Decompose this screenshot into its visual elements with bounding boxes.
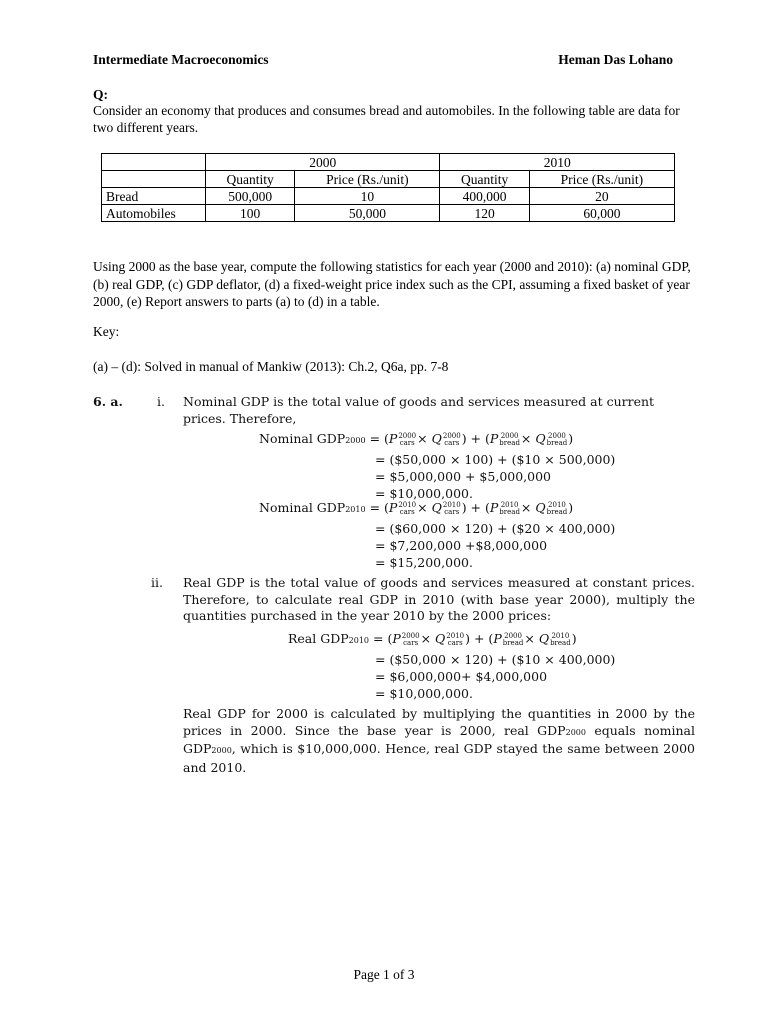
price-symbol: P	[489, 431, 499, 446]
table-row-label: Bread	[102, 188, 206, 205]
quantity-symbol: Q	[431, 431, 442, 446]
table-year-row	[102, 154, 675, 171]
table-year-header: 2000	[206, 154, 440, 171]
quantity-bread-2010: 2010 bread	[550, 631, 571, 647]
formula-plus: ) + (	[461, 500, 490, 515]
real-gdp-2010-formula	[288, 631, 577, 647]
nominal-2000-step3: = $10,000,000.	[375, 486, 473, 501]
course-title: Intermediate Macroeconomics	[93, 52, 269, 67]
solution-reference: (a) – (d): Solved in manual of Mankiw (2013): Ch.2, Q6a, pp. 7-8	[93, 359, 449, 374]
real-2010-step3: = $10,000,000.	[375, 686, 473, 701]
table-row	[102, 188, 675, 205]
table-row-label: Automobiles	[102, 205, 206, 222]
table-cell: 60,000	[529, 205, 674, 222]
nominal-2000-step1: = ($50,000 × 100) + ($10 × 500,000)	[375, 452, 616, 467]
quantity-cars-2000: 2000 cars	[442, 431, 461, 447]
table-cell: 100	[206, 205, 295, 222]
quantity-symbol: Q	[431, 500, 442, 515]
real-2010-step2: = $6,000,000+ $4,000,000	[375, 669, 548, 684]
price-bread-2000: 2000 bread	[502, 631, 524, 647]
times-symbol: ×	[524, 631, 535, 646]
formula-close: )	[571, 631, 577, 646]
table-empty-cell	[102, 171, 206, 188]
times-symbol: ×	[520, 500, 532, 515]
table-cell: 50,000	[295, 205, 440, 222]
table-column-header: Price (Rs./unit)	[295, 171, 440, 188]
question-label: Q:	[93, 87, 108, 102]
price-cars-2000: 2000 cars	[398, 431, 417, 447]
price-symbol: P	[392, 631, 401, 646]
author-name: Heman Das Lohano	[558, 52, 673, 67]
table-cell: 120	[440, 205, 529, 222]
price-symbol: P	[489, 500, 499, 515]
key-label: Key:	[93, 324, 120, 339]
times-symbol: ×	[420, 631, 432, 646]
table-cell: 400,000	[440, 188, 529, 205]
formula-subscript: 2010	[348, 636, 370, 645]
nominal-gdp-2000-formula	[259, 431, 573, 447]
table-year-header: 2010	[440, 154, 675, 171]
formula-label: Real GDP	[288, 631, 349, 646]
quantity-cars-2010: 2010 cars	[446, 631, 465, 647]
quantity-symbol: Q	[435, 631, 446, 646]
formula-label: Nominal GDP	[259, 500, 346, 515]
table-corner-cell	[102, 154, 206, 171]
real-2010-step1: = ($50,000 × 120) + ($10 × 400,000)	[375, 652, 616, 667]
quantity-bread-2010: 2010 bread	[546, 500, 568, 516]
table-cell: 500,000	[206, 188, 295, 205]
page-header	[93, 52, 673, 70]
question-text: Consider an economy that produces and consumes bread and automobiles. In the following table are data for two different years.	[93, 103, 680, 135]
price-cars-2000: 2000 cars	[401, 631, 420, 647]
table-column-header: Quantity	[440, 171, 529, 188]
times-symbol: ×	[417, 431, 428, 446]
data-table	[101, 153, 675, 222]
nominal-2000-step2: = $5,000,000 + $5,000,000	[375, 469, 552, 484]
formula-subscript: 2010	[345, 505, 366, 514]
part-ii-text: Real GDP is the total value of goods and services measured at constant prices. Therefore, to calculate real GDP in 2010 (with base year 2000), multiply the quantities purchased in the year 2010 by the 2000 prices:	[183, 575, 695, 623]
page-footer: Page 1 of 3	[353, 967, 415, 982]
price-bread-2010: 2010 bread	[499, 500, 520, 516]
part-ii-label: ii.	[151, 575, 163, 590]
quantity-symbol: Q	[535, 431, 546, 446]
part-i-line2: prices. Therefore,	[183, 411, 297, 426]
table-column-row	[102, 171, 675, 188]
formula-equals: = (	[373, 631, 393, 646]
price-symbol: P	[388, 500, 398, 515]
formula-close: )	[568, 500, 574, 515]
table-row	[102, 205, 675, 222]
price-symbol: P	[388, 431, 398, 446]
quantity-bread-2000: 2000 bread	[546, 431, 568, 447]
scanned-solution	[93, 390, 703, 780]
formula-plus: ) + (	[465, 631, 494, 646]
quantity-symbol: Q	[535, 500, 546, 515]
nominal-gdp-2010-formula	[259, 500, 573, 516]
nominal-2010-step1: = ($60,000 × 120) + ($20 × 400,000)	[375, 521, 616, 536]
quantity-symbol: Q	[538, 631, 550, 646]
nominal-2010-step2: = $7,200,000 +$8,000,000	[375, 538, 548, 553]
quantity-cars-2010: 2010 cars	[442, 500, 461, 516]
table-cell: 20	[529, 188, 674, 205]
nominal-2010-step3: = $15,200,000.	[375, 555, 473, 570]
times-symbol: ×	[417, 500, 428, 515]
table-column-header: Quantity	[206, 171, 295, 188]
part-i-line1: Nominal GDP is the total value of goods and services measured at current	[183, 394, 655, 409]
formula-equals: = (	[369, 431, 389, 446]
real-gdp-conclusion: Real GDP for 2000 is calculated by multiplying the quantities in 2000 by the prices in 2000. Since the base year is 2000, real GDP2000 equals nominal GDP2000, which is $10,000,000. Hence, real GDP stayed the same between 2000 and 2010.	[183, 706, 695, 775]
table-column-header: Price (Rs./unit)	[529, 171, 674, 188]
item-number: 6. a.	[93, 394, 123, 409]
price-cars-2010: 2010 cars	[398, 500, 417, 516]
formula-equals: = (	[369, 500, 389, 515]
times-symbol: ×	[520, 431, 532, 446]
table-cell: 10	[295, 188, 440, 205]
formula-plus: ) + (	[461, 431, 490, 446]
price-symbol: P	[493, 631, 502, 646]
formula-subscript: 2000	[345, 436, 366, 445]
formula-label: Nominal GDP	[259, 431, 346, 446]
formula-close: )	[568, 431, 574, 446]
part-i-label: i.	[157, 394, 165, 409]
price-bread-2000: 2000 bread	[499, 431, 520, 447]
instructions-text: Using 2000 as the base year, compute the following statistics for each year (2000 and 2010): (a) nominal GDP, (b) real GDP, (c) GDP deflator, (d) a fixed-weight price index such as the CPI, assuming a fixed basket of year 2000, (e) Report answers to parts (a) to (d) in a table.	[93, 259, 691, 309]
